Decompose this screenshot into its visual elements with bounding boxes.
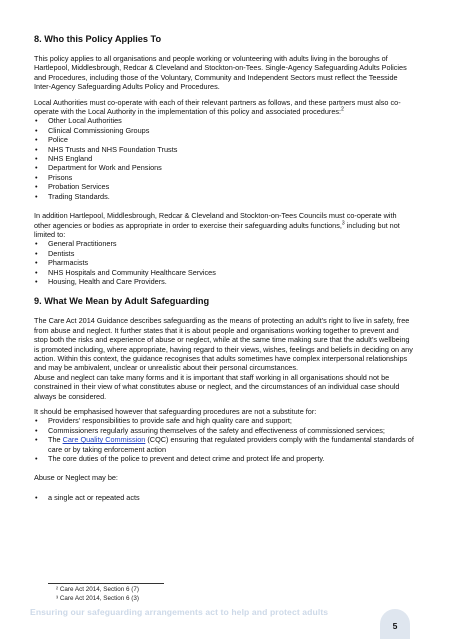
- list-item: • Housing, Health and Care Providers.: [34, 277, 414, 286]
- agency-list: [34, 239, 414, 286]
- document-page: [34, 34, 414, 508]
- footnote-ref-3[interactable]: 3: [341, 220, 345, 227]
- section-8-paragraph-2: [34, 98, 414, 117]
- list-item: • NHS Trusts and NHS Foundation Trusts: [34, 145, 414, 154]
- section-8-paragraph-3-text-b: including but not limited to:: [34, 220, 400, 239]
- care-quality-commission-link[interactable]: Care Quality Commission: [62, 435, 146, 445]
- section-8-paragraph-2-text: Local Authorities must co-operate with each of their relevant partners as follows, and these partners must also co-operate with the Local Authority in the implementation of this policy and associated procedures:: [34, 97, 401, 117]
- section-9-paragraph-2: Abuse and neglect can take many forms and it is important that staff working in all organisations should not be constrained in their view of what constitutes abuse or neglect, and the circumstances of an individual case should always be considered.: [34, 372, 400, 401]
- footnote-ref-2[interactable]: 2: [341, 106, 344, 113]
- list-item: • Trading Standards.: [34, 192, 414, 201]
- list-item-prefix: The: [48, 435, 63, 445]
- page-number-badge: [380, 609, 410, 639]
- list-item: • a single act or repeated acts: [34, 493, 414, 502]
- list-item: • NHS Hospitals and Community Healthcare Services: [34, 268, 414, 277]
- section-8-paragraph-3-text-a: In addition Hartlepool, Middlesbrough, Redcar & Cleveland and Stockton-on-Tees Councils must co-operate with other agencies or bodies as appropriate in order to exercise their safeguarding adults functions,: [34, 211, 397, 230]
- list-item: • The core duties of the police to prevent and detect crime and protect life and property.: [34, 454, 414, 463]
- abuse-forms-list: [34, 493, 414, 502]
- section-9-paragraph-1: The Care Act 2014 Guidance describes safeguarding as the means of protecting an adult’s right to live in safety, free from abuse and neglect. It further states that it is about people and organisations working together to prevent and stop both the risks and experience of abuse or neglect, while at the same time making sure that the adult’s wellbeing is promoted including, where appropriate, having regard to their views, wishes, feelings and beliefs in deciding on any action. Within this context, the guidance recognises that adults sometimes have complex interpersonal relationships and may be ambivalent, unclear or unrealistic about their personal circumstances.: [34, 316, 413, 373]
- footnote-3: ³ Care Act 2014, Section 6 (3): [56, 594, 139, 602]
- section-9-heading: 9. What We Mean by Adult Safeguarding: [34, 296, 210, 307]
- list-item: • Commissioners regularly assuring themselves of the safety and effectiveness of commissioned services;: [34, 426, 414, 435]
- footer-tagline: Ensuring our safeguarding arrangements act to help and protect adults: [30, 607, 329, 617]
- list-item: • General Practitioners: [34, 239, 414, 248]
- section-9-paragraph-4: Abuse or Neglect may be:: [34, 473, 118, 483]
- list-item: • Probation Services: [34, 182, 414, 191]
- section-8-paragraph-1: This policy applies to all organisations and people working or volunteering with adults living in the boroughs of Hartlepool, Middlesbrough, Redcar & Cleveland and Stockton-on-Tees. Single-Agency Safeguarding Adults Policies and Procedures, including those of the Voluntary, Community and Independent Sectors must reflect the Teesside Inter-Agency Safeguarding Adults Policy and Procedures.: [34, 54, 407, 92]
- section-9-paragraph-3: It should be emphasised however that safeguarding procedures are not a substitute for:: [34, 407, 317, 416]
- not-a-substitute-list: [34, 416, 414, 463]
- list-item: • Pharmacists: [34, 258, 414, 267]
- list-item: • Police: [34, 135, 414, 144]
- list-item-suffix: (CQC) ensuring that regulated providers comply with the fundamental standards of care or by taking enforcement action: [48, 435, 414, 454]
- list-item: [34, 435, 414, 454]
- list-item: • NHS England: [34, 154, 414, 163]
- footnote-divider: [48, 583, 164, 584]
- list-item: • Department for Work and Pensions: [34, 163, 414, 172]
- footnotes: [56, 586, 139, 603]
- footnote-2: ² Care Act 2014, Section 6 (7): [56, 586, 139, 593]
- list-item: • Prisons: [34, 173, 414, 182]
- list-item: • Clinical Commissioning Groups: [34, 126, 414, 135]
- section-8-paragraph-3: [34, 211, 414, 239]
- list-item: • Dentists: [34, 249, 414, 258]
- partner-list: [34, 116, 414, 201]
- list-item: • Other Local Authorities: [34, 116, 414, 125]
- section-8-heading: 8. Who this Policy Applies To: [34, 34, 162, 44]
- list-item: • Providers’ responsibilities to provide safe and high quality care and support;: [34, 416, 414, 425]
- page-number: 5: [392, 621, 398, 631]
